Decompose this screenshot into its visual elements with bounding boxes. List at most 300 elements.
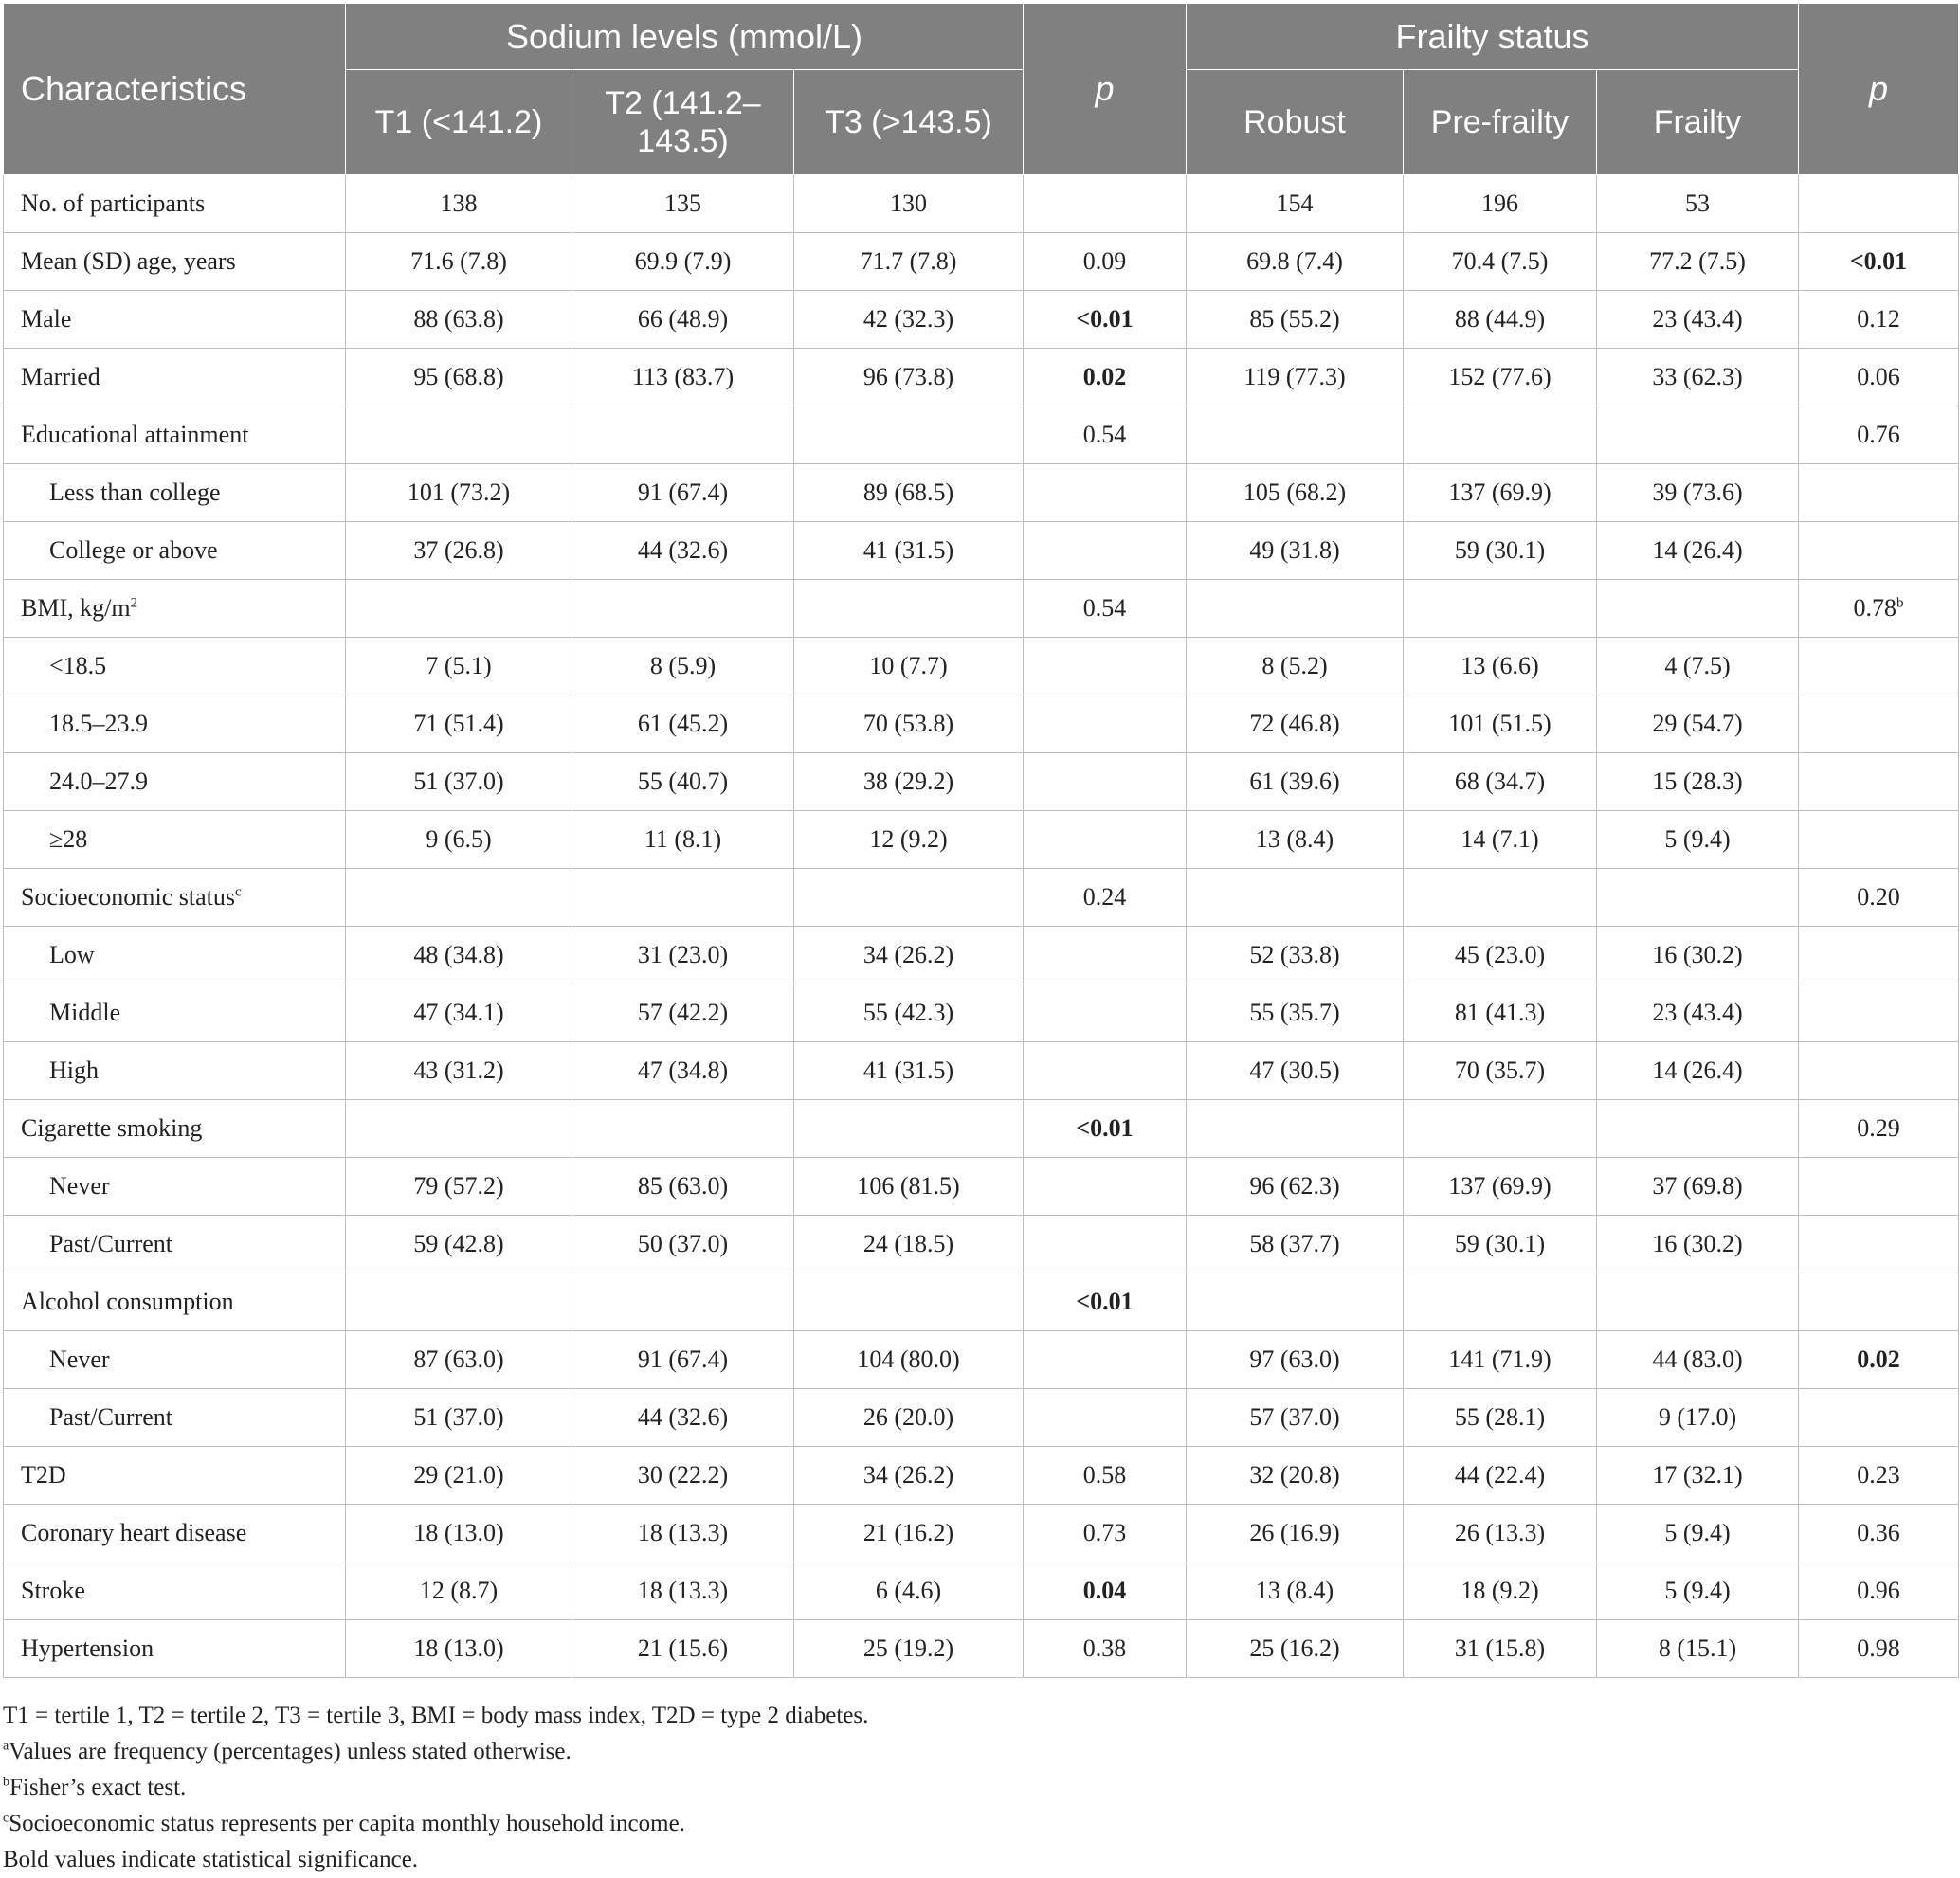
table-row [4,638,1959,695]
cell-pre-frailty [1404,233,1597,291]
table-row [4,1505,1959,1562]
cell-p-sodium [1024,1505,1187,1562]
cell-t1-value: 9 (6.5) [426,825,492,853]
cell-t2-value: 44 (32.6) [637,1403,729,1431]
cell-robust-value: 154 [1276,190,1314,217]
row-label-text: Middle [49,999,121,1026]
row-label [4,1505,346,1562]
cell-p-sodium [1024,1216,1187,1273]
cell-t3 [794,1042,1024,1100]
cell-t2-value: 61 (45.2) [637,710,729,737]
cell-p-sodium-value: 0.38 [1082,1634,1127,1662]
cell-pre-frailty-value: 196 [1481,190,1518,217]
header-frailty-status: Frailty status [1187,4,1799,70]
footnote-line [3,1698,868,1734]
cell-pre-frailty [1404,753,1597,811]
cell-t1 [346,406,572,464]
footnote-marker: c [3,1811,9,1826]
footnote-line [3,1806,868,1842]
cell-p-sodium [1024,291,1187,349]
header-pre-frailty: Pre-frailty [1404,70,1597,175]
footnote-text: Bold values indicate statistical significance. [3,1847,419,1872]
cell-p-frailty-value: 0.06 [1857,363,1900,390]
cell-pre-frailty [1404,1331,1597,1389]
cell-t3 [794,869,1024,927]
cell-t1-value: 37 (26.8) [413,536,504,564]
table-row [4,1447,1959,1505]
cell-p-frailty-value: <0.01 [1849,247,1908,275]
cell-t2 [572,1331,794,1389]
cell-p-frailty [1799,406,1959,464]
cell-pre-frailty [1404,695,1597,753]
cell-pre-frailty-value: 13 (6.6) [1461,652,1539,679]
cell-t2 [572,1042,794,1100]
cell-t1 [346,1389,572,1447]
cell-p-sodium [1024,349,1187,406]
cell-t3-value: 25 (19.2) [862,1634,954,1662]
cell-frailty [1597,811,1799,869]
row-label-text: Cigarette smoking [21,1114,203,1142]
cell-robust [1187,175,1404,233]
cell-p-sodium [1024,1158,1187,1216]
cell-p-sodium [1024,580,1187,638]
cell-pre-frailty-value: 45 (23.0) [1454,941,1546,968]
cell-robust-value: 105 (68.2) [1243,479,1347,506]
cell-p-sodium [1024,464,1187,522]
row-label-text: BMI, kg/m [21,594,131,622]
row-label [4,522,346,580]
cell-t3 [794,811,1024,869]
cell-t2-value: 50 (37.0) [637,1230,729,1257]
cell-pre-frailty-value: 44 (22.4) [1454,1461,1546,1489]
cell-p-frailty-value: 0.78 [1853,594,1897,622]
footnote-text: Values are frequency (percentages) unless stated otherwise. [9,1739,572,1764]
cell-pre-frailty [1404,1042,1597,1100]
header-frailty: Frailty [1597,70,1799,175]
cell-t3-value: 71.7 (7.8) [860,247,957,275]
cell-frailty-value: 29 (54.7) [1652,710,1743,737]
cell-t3 [794,580,1024,638]
cell-robust [1187,1505,1404,1562]
table-header [4,4,1959,175]
row-label-text: <18.5 [49,652,107,679]
cell-frailty [1597,695,1799,753]
cell-t2 [572,1273,794,1331]
cell-t1 [346,580,572,638]
cell-frailty-value: 23 (43.4) [1652,999,1743,1026]
cell-frailty-value: 8 (15.1) [1658,1634,1737,1662]
cell-p-frailty-value: 0.20 [1857,883,1900,911]
cell-t1 [346,1620,572,1678]
cell-p-sodium [1024,811,1187,869]
cell-robust [1187,869,1404,927]
cell-t1-value: 51 (37.0) [413,767,504,795]
row-label [4,1042,346,1100]
characteristics-table [3,3,1959,1678]
cell-pre-frailty [1404,580,1597,638]
cell-frailty [1597,580,1799,638]
header-t1: T1 (<141.2) [346,70,572,175]
cell-t2 [572,1100,794,1158]
cell-pre-frailty [1404,349,1597,406]
cell-p-frailty [1799,1216,1959,1273]
cell-t1-value: 18 (13.0) [413,1634,504,1662]
row-label-text: Alcohol consumption [21,1288,234,1315]
cell-frailty-value: 16 (30.2) [1652,941,1743,968]
footnote-line [3,1770,868,1806]
cell-pre-frailty-value: 31 (15.8) [1454,1634,1546,1662]
cell-p-frailty [1799,1158,1959,1216]
cell-robust [1187,1273,1404,1331]
cell-t1 [346,1331,572,1389]
cell-p-frailty [1799,1389,1959,1447]
cell-t1-value: 51 (37.0) [413,1403,504,1431]
cell-t3 [794,1216,1024,1273]
cell-pre-frailty-value: 137 (69.9) [1448,479,1552,506]
table-row [4,1562,1959,1620]
cell-t2 [572,175,794,233]
table-row [4,869,1959,927]
table-row [4,291,1959,349]
cell-t2 [572,464,794,522]
cell-t3 [794,1389,1024,1447]
cell-t2-value: 21 (15.6) [637,1634,729,1662]
cell-pre-frailty-value: 141 (71.9) [1448,1345,1552,1373]
cell-robust [1187,1042,1404,1100]
cell-pre-frailty-value: 88 (44.9) [1454,305,1546,333]
cell-t1 [346,1562,572,1620]
cell-pre-frailty [1404,1620,1597,1678]
cell-robust [1187,984,1404,1042]
table-row [4,233,1959,291]
cell-frailty [1597,1158,1799,1216]
cell-t3 [794,1447,1024,1505]
header-p-sodium: p [1024,4,1187,175]
cell-frailty-value: 9 (17.0) [1658,1403,1737,1431]
cell-t2 [572,291,794,349]
row-label [4,1562,346,1620]
cell-t1-value: 88 (63.8) [413,305,504,333]
cell-pre-frailty [1404,1216,1597,1273]
cell-t2 [572,1562,794,1620]
row-label [4,1447,346,1505]
cell-t3 [794,522,1024,580]
cell-t3-value: 106 (81.5) [857,1172,960,1200]
cell-t3 [794,753,1024,811]
row-label-text: Past/Current [49,1403,172,1431]
cell-p-frailty [1799,1331,1959,1389]
row-label-text: No. of participants [21,190,206,217]
footnote-marker: c [235,884,242,900]
cell-t2 [572,1505,794,1562]
row-label-text: High [49,1056,99,1084]
cell-t2 [572,580,794,638]
cell-p-frailty [1799,638,1959,695]
cell-pre-frailty [1404,1505,1597,1562]
cell-pre-frailty [1404,869,1597,927]
cell-p-sodium-value: <0.01 [1076,305,1134,333]
cell-robust-value: 119 (77.3) [1243,363,1346,390]
cell-t1-value: 71.6 (7.8) [410,247,507,275]
cell-p-sodium [1024,984,1187,1042]
row-label-text: Married [21,363,100,390]
table-row [4,406,1959,464]
cell-t2-value: 18 (13.3) [637,1519,729,1546]
cell-frailty-value: 33 (62.3) [1652,363,1743,390]
header-p-frailty: p [1799,4,1959,175]
cell-t1-value: 101 (73.2) [407,479,511,506]
cell-p-frailty-value: 0.23 [1857,1461,1900,1489]
row-label-text: Mean (SD) age, years [21,247,236,275]
table-row [4,464,1959,522]
cell-frailty [1597,869,1799,927]
cell-frailty-value: 5 (9.4) [1664,1519,1731,1546]
row-label-text: Educational attainment [21,421,249,448]
cell-pre-frailty-value: 59 (30.1) [1454,536,1546,564]
cell-t1 [346,175,572,233]
cell-t2-value: 47 (34.8) [637,1056,729,1084]
table-body [4,175,1959,1678]
cell-robust-value: 85 (55.2) [1249,305,1340,333]
cell-t3-value: 38 (29.2) [862,767,954,795]
row-label [4,580,346,638]
cell-t1 [346,638,572,695]
cell-p-frailty-value: 0.02 [1857,1345,1900,1373]
cell-pre-frailty-value: 26 (13.3) [1454,1519,1546,1546]
cell-p-sodium-value: 0.73 [1082,1519,1127,1546]
cell-p-frailty [1799,1100,1959,1158]
cell-robust [1187,1331,1404,1389]
cell-p-sodium [1024,1331,1187,1389]
cell-pre-frailty-value: 55 (28.1) [1454,1403,1546,1431]
row-label-text: 24.0–27.9 [49,767,148,795]
cell-robust [1187,349,1404,406]
footnote-marker: 2 [130,595,138,611]
row-label [4,638,346,695]
cell-pre-frailty [1404,522,1597,580]
row-label-text: Stroke [21,1577,85,1604]
cell-t1 [346,522,572,580]
cell-t3 [794,1562,1024,1620]
cell-t2 [572,927,794,984]
cell-p-frailty [1799,291,1959,349]
cell-p-sodium [1024,406,1187,464]
footnote-marker: b [1896,595,1904,611]
cell-p-sodium [1024,1389,1187,1447]
cell-robust-value: 58 (37.7) [1249,1230,1340,1257]
cell-p-frailty [1799,175,1959,233]
row-label [4,753,346,811]
cell-pre-frailty-value: 152 (77.6) [1448,363,1552,390]
cell-p-frailty [1799,464,1959,522]
cell-p-frailty [1799,349,1959,406]
cell-p-frailty [1799,522,1959,580]
cell-p-frailty-value: 0.12 [1857,305,1900,333]
cell-t1 [346,811,572,869]
cell-t2 [572,984,794,1042]
cell-robust-value: 69.8 (7.4) [1246,247,1343,275]
cell-t2 [572,349,794,406]
cell-t3 [794,927,1024,984]
cell-p-frailty [1799,695,1959,753]
cell-pre-frailty [1404,927,1597,984]
cell-pre-frailty-value: 81 (41.3) [1454,999,1546,1026]
row-label-text: Less than college [49,479,221,506]
cell-robust-value: 61 (39.6) [1249,767,1340,795]
cell-t1 [346,695,572,753]
row-label [4,695,346,753]
cell-t3 [794,233,1024,291]
row-label-text: College or above [49,536,218,564]
header-t3: T3 (>143.5) [794,70,1024,175]
cell-t2-value: 85 (63.0) [637,1172,729,1200]
cell-t2 [572,233,794,291]
cell-frailty [1597,175,1799,233]
cell-pre-frailty-value: 18 (9.2) [1461,1577,1539,1604]
cell-robust [1187,1100,1404,1158]
cell-robust [1187,406,1404,464]
cell-p-frailty [1799,811,1959,869]
cell-t3-value: 96 (73.8) [862,363,954,390]
cell-pre-frailty-value: 68 (34.7) [1454,767,1546,795]
cell-robust-value: 52 (33.8) [1249,941,1340,968]
table-row [4,1331,1959,1389]
cell-t2-value: 44 (32.6) [637,536,729,564]
cell-robust-value: 96 (62.3) [1249,1172,1340,1200]
cell-t3-value: 34 (26.2) [862,1461,954,1489]
cell-t1 [346,1273,572,1331]
row-label [4,406,346,464]
cell-t2 [572,753,794,811]
row-label [4,1216,346,1273]
cell-pre-frailty [1404,1158,1597,1216]
cell-p-frailty [1799,753,1959,811]
cell-robust-value: 72 (46.8) [1249,710,1340,737]
cell-t3 [794,349,1024,406]
cell-p-frailty [1799,984,1959,1042]
cell-pre-frailty [1404,1562,1597,1620]
cell-frailty [1597,927,1799,984]
row-label [4,869,346,927]
footnote-marker: b [3,1775,9,1790]
cell-frailty-value: 39 (73.6) [1652,479,1743,506]
cell-t2 [572,638,794,695]
cell-t2-value: 57 (42.2) [637,999,729,1026]
cell-frailty-value: 37 (69.8) [1652,1172,1743,1200]
cell-p-sodium [1024,927,1187,984]
cell-frailty-value: 17 (32.1) [1652,1461,1743,1489]
cell-robust-value: 47 (30.5) [1249,1056,1340,1084]
row-label [4,233,346,291]
cell-t1-value: 59 (42.8) [413,1230,504,1257]
cell-robust [1187,291,1404,349]
cell-t3-value: 104 (80.0) [857,1345,960,1373]
cell-t3 [794,695,1024,753]
cell-frailty [1597,1216,1799,1273]
cell-t2-value: 31 (23.0) [637,941,729,968]
table-row [4,349,1959,406]
cell-t3 [794,638,1024,695]
footnote-marker: a [3,1739,9,1754]
cell-p-sodium [1024,753,1187,811]
cell-p-sodium [1024,1100,1187,1158]
cell-t3 [794,1620,1024,1678]
cell-p-frailty [1799,1620,1959,1678]
cell-t1-value: 18 (13.0) [413,1519,504,1546]
cell-frailty [1597,1505,1799,1562]
cell-t1-value: 47 (34.1) [413,999,504,1026]
cell-frailty [1597,1389,1799,1447]
cell-robust [1187,580,1404,638]
row-label [4,175,346,233]
row-label [4,1331,346,1389]
cell-t2-value: 30 (22.2) [637,1461,729,1489]
cell-pre-frailty-value: 14 (7.1) [1461,825,1539,853]
cell-p-frailty [1799,1562,1959,1620]
cell-robust-value: 13 (8.4) [1255,1577,1334,1604]
cell-p-sodium [1024,1273,1187,1331]
cell-t2 [572,1620,794,1678]
cell-frailty-value: 44 (83.0) [1652,1345,1743,1373]
cell-pre-frailty-value: 137 (69.9) [1448,1172,1552,1200]
row-label-text: Low [49,941,95,968]
cell-t1 [346,233,572,291]
cell-robust [1187,638,1404,695]
row-label-text: Coronary heart disease [21,1519,247,1546]
cell-frailty-value: 16 (30.2) [1652,1230,1743,1257]
cell-t3-value: 6 (4.6) [875,1577,942,1604]
cell-robust [1187,927,1404,984]
table-row [4,1100,1959,1158]
row-label-text: 18.5–23.9 [49,710,148,737]
cell-pre-frailty [1404,406,1597,464]
cell-t1 [346,1447,572,1505]
cell-p-frailty-value: 0.96 [1857,1577,1900,1604]
cell-t3 [794,1100,1024,1158]
cell-t3-value: 10 (7.7) [869,652,948,679]
cell-robust [1187,1562,1404,1620]
cell-t2 [572,406,794,464]
cell-t1-value: 138 [440,190,478,217]
cell-t1-value: 79 (57.2) [413,1172,504,1200]
row-label [4,291,346,349]
cell-t3-value: 42 (32.3) [862,305,954,333]
row-label [4,349,346,406]
cell-pre-frailty [1404,1100,1597,1158]
cell-t2 [572,1216,794,1273]
cell-p-sodium [1024,1620,1187,1678]
cell-pre-frailty [1404,811,1597,869]
cell-t3-value: 70 (53.8) [862,710,954,737]
cell-t3-value: 89 (68.5) [862,479,954,506]
row-label-text: Never [49,1172,110,1200]
cell-p-sodium [1024,522,1187,580]
header-t2: T2 (141.2–143.5) [572,70,794,175]
table-row [4,1158,1959,1216]
cell-p-frailty-value: 0.29 [1857,1114,1900,1142]
cell-frailty [1597,1331,1799,1389]
cell-t1 [346,984,572,1042]
row-label [4,984,346,1042]
cell-p-sodium [1024,869,1187,927]
row-label [4,811,346,869]
table-row [4,927,1959,984]
cell-p-sodium [1024,233,1187,291]
cell-frailty [1597,1273,1799,1331]
row-label [4,1389,346,1447]
cell-frailty-value: 15 (28.3) [1652,767,1743,795]
cell-frailty [1597,1447,1799,1505]
